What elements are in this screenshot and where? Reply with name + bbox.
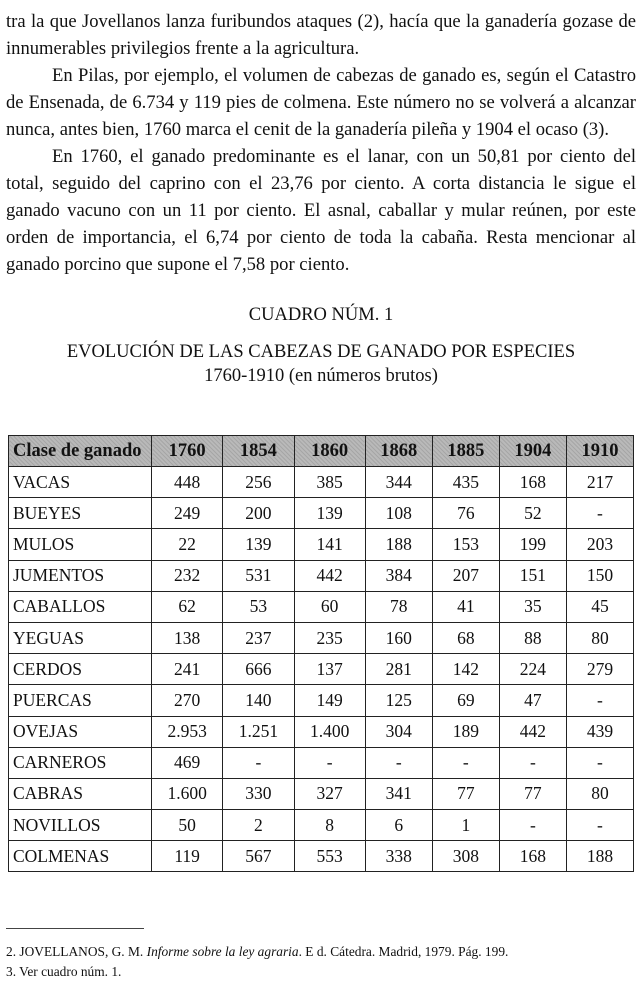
row-label-cell: BUEYES [9, 498, 152, 529]
table-cell: 150 [566, 560, 633, 591]
table-cell: 308 [432, 841, 499, 872]
table-row [9, 467, 634, 498]
table-cell: 553 [294, 841, 365, 872]
table-cell: 153 [432, 529, 499, 560]
table-cell: 151 [499, 560, 566, 591]
table-cell: 138 [152, 622, 223, 653]
footnote-title-italic: Informe sobre la ley agraria [146, 944, 299, 959]
table-cell: 108 [365, 498, 432, 529]
table-header-cell: 1904 [499, 436, 566, 467]
table-cell: 567 [223, 841, 294, 872]
page-body [6, 8, 636, 388]
table-cell: 1 [432, 810, 499, 841]
table-row [9, 841, 634, 872]
footnotes [6, 942, 636, 982]
table-cell: 442 [499, 716, 566, 747]
paragraph-2: En Pilas, por ejemplo, el volumen de cabezas de ganado es, según el Catastro de Ensenada, de 6.734 y 119 pies de colmena. Este número no se volverá a alcanzar nunca, antes bien, 1760 marca el cenit de la ganadería pileña y 1904 el ocaso (3). [6, 65, 636, 140]
row-label-cell: NOVILLOS [9, 810, 152, 841]
table-cell: 80 [566, 622, 633, 653]
paragraph-1: tra la que Jovellanos lanza furibundos ataques (2), hacía que la ganadería gozase de innumerables privilegios frente a la agricultura. [6, 11, 636, 59]
table-cell: 60 [294, 591, 365, 622]
row-label-cell: VACAS [9, 467, 152, 498]
row-label-cell: CABRAS [9, 778, 152, 809]
table-row [9, 560, 634, 591]
row-label-cell: MULOS [9, 529, 152, 560]
table-cell: 142 [432, 654, 499, 685]
footnote-text: 2. JOVELLANOS, G. M. [6, 944, 147, 959]
table-cell: 78 [365, 591, 432, 622]
table-cell: 241 [152, 654, 223, 685]
table-cell: 168 [499, 467, 566, 498]
table-cell: - [566, 810, 633, 841]
table-cell: 666 [223, 654, 294, 685]
table-cell: 139 [294, 498, 365, 529]
table-cell: - [365, 747, 432, 778]
row-label-cell: CARNEROS [9, 747, 152, 778]
table-cell: 50 [152, 810, 223, 841]
table-cell: 469 [152, 747, 223, 778]
table-cell: - [566, 685, 633, 716]
table-row [9, 685, 634, 716]
table-row [9, 716, 634, 747]
table-cell: 232 [152, 560, 223, 591]
table-header-cell: 1760 [152, 436, 223, 467]
table-cell: 188 [566, 841, 633, 872]
table-cell: 22 [152, 529, 223, 560]
table-cell: 80 [566, 778, 633, 809]
table-cell: 35 [499, 591, 566, 622]
table-row [9, 622, 634, 653]
table-cell: 435 [432, 467, 499, 498]
row-label-cell: YEGUAS [9, 622, 152, 653]
table-cell: - [566, 747, 633, 778]
table-cell: 189 [432, 716, 499, 747]
table-cell: 52 [499, 498, 566, 529]
cuadro-subtitle-line-2: 1760-1910 (en números brutos) [204, 366, 438, 386]
table-cell: 330 [223, 778, 294, 809]
footnote-divider [6, 928, 144, 929]
table-header-cell: Clase de ganado [9, 436, 152, 467]
table-cell: 62 [152, 591, 223, 622]
table-row [9, 529, 634, 560]
table-cell: 119 [152, 841, 223, 872]
table-header-cell: 1885 [432, 436, 499, 467]
table-cell: 531 [223, 560, 294, 591]
table-cell: 304 [365, 716, 432, 747]
table-row [9, 778, 634, 809]
table-cell: 2 [223, 810, 294, 841]
table-cell: 217 [566, 467, 633, 498]
table-cell: 68 [432, 622, 499, 653]
table-cell: 207 [432, 560, 499, 591]
table-cell: 200 [223, 498, 294, 529]
table-row [9, 747, 634, 778]
table-cell: - [566, 498, 633, 529]
table-row [9, 810, 634, 841]
table-cell: 77 [432, 778, 499, 809]
table-cell: 279 [566, 654, 633, 685]
table-cell: 77 [499, 778, 566, 809]
table-cell: 8 [294, 810, 365, 841]
paragraph-3: En 1760, el ganado predominante es el lanar, con un 50,81 por ciento del total, seguido del caprino con el 23,76 por ciento. A corta distancia le sigue el ganado vacuno con un 11 por ciento. El asnal, caballar y mular reúnen, por este orden de importancia, el 6,74 por ciento de toda la cabaña. Resta mencionar al ganado porcino que supone el 7,58 por ciento. [6, 146, 636, 275]
table-row [9, 498, 634, 529]
table-cell: 53 [223, 591, 294, 622]
footnote-3 [6, 962, 636, 982]
row-label-cell: CABALLOS [9, 591, 152, 622]
table-row [9, 654, 634, 685]
livestock-table [8, 435, 634, 872]
table-cell: 224 [499, 654, 566, 685]
table-cell: 439 [566, 716, 633, 747]
table-cell: 341 [365, 778, 432, 809]
table-cell: 125 [365, 685, 432, 716]
table-header-row [9, 436, 634, 467]
table-cell: 249 [152, 498, 223, 529]
table-header-cell: 1868 [365, 436, 432, 467]
table-cell: 1.600 [152, 778, 223, 809]
table-cell: - [223, 747, 294, 778]
table-cell: 442 [294, 560, 365, 591]
row-label-cell: CERDOS [9, 654, 152, 685]
table-cell: 384 [365, 560, 432, 591]
table-cell: 385 [294, 467, 365, 498]
table-cell: 137 [294, 654, 365, 685]
row-label-cell: JUMENTOS [9, 560, 152, 591]
table-cell: 140 [223, 685, 294, 716]
table-cell: 88 [499, 622, 566, 653]
row-label-cell: COLMENAS [9, 841, 152, 872]
footnote-2 [6, 942, 636, 962]
cuadro-title: CUADRO NÚM. 1 [248, 305, 394, 325]
table-cell: 1.400 [294, 716, 365, 747]
table-cell: 270 [152, 685, 223, 716]
table-cell: 47 [499, 685, 566, 716]
table-cell: 235 [294, 622, 365, 653]
table-header-cell: 1860 [294, 436, 365, 467]
table-cell: 41 [432, 591, 499, 622]
table-header-cell: 1910 [566, 436, 633, 467]
table-cell: 69 [432, 685, 499, 716]
table-cell: 448 [152, 467, 223, 498]
table-cell: 139 [223, 529, 294, 560]
table-cell: 338 [365, 841, 432, 872]
table-cell: 281 [365, 654, 432, 685]
table-cell: 168 [499, 841, 566, 872]
table-cell: 2.953 [152, 716, 223, 747]
table-cell: - [432, 747, 499, 778]
footnote-text: 3. Ver cuadro núm. 1. [6, 964, 122, 979]
row-label-cell: OVEJAS [9, 716, 152, 747]
table-cell: 237 [223, 622, 294, 653]
table-cell: 76 [432, 498, 499, 529]
table-header-cell: 1854 [223, 436, 294, 467]
cuadro-subtitle [6, 340, 636, 388]
footnote-text: . E d. Cátedra. Madrid, 1979. Pág. 199. [298, 944, 509, 959]
table-cell: 199 [499, 529, 566, 560]
table-cell: - [294, 747, 365, 778]
row-label-cell: PUERCAS [9, 685, 152, 716]
table-cell: 188 [365, 529, 432, 560]
table-cell: 327 [294, 778, 365, 809]
table-cell: 45 [566, 591, 633, 622]
cuadro-subtitle-line-1: EVOLUCIÓN DE LAS CABEZAS DE GANADO POR ESPECIES [66, 342, 576, 362]
table-body [9, 467, 634, 872]
table-cell: 160 [365, 622, 432, 653]
table-row [9, 591, 634, 622]
table-cell: 149 [294, 685, 365, 716]
table-cell: 1.251 [223, 716, 294, 747]
table-cell: 6 [365, 810, 432, 841]
table-cell: - [499, 747, 566, 778]
table-cell: 141 [294, 529, 365, 560]
table-cell: - [499, 810, 566, 841]
table-cell: 256 [223, 467, 294, 498]
table-cell: 203 [566, 529, 633, 560]
table-cell: 344 [365, 467, 432, 498]
